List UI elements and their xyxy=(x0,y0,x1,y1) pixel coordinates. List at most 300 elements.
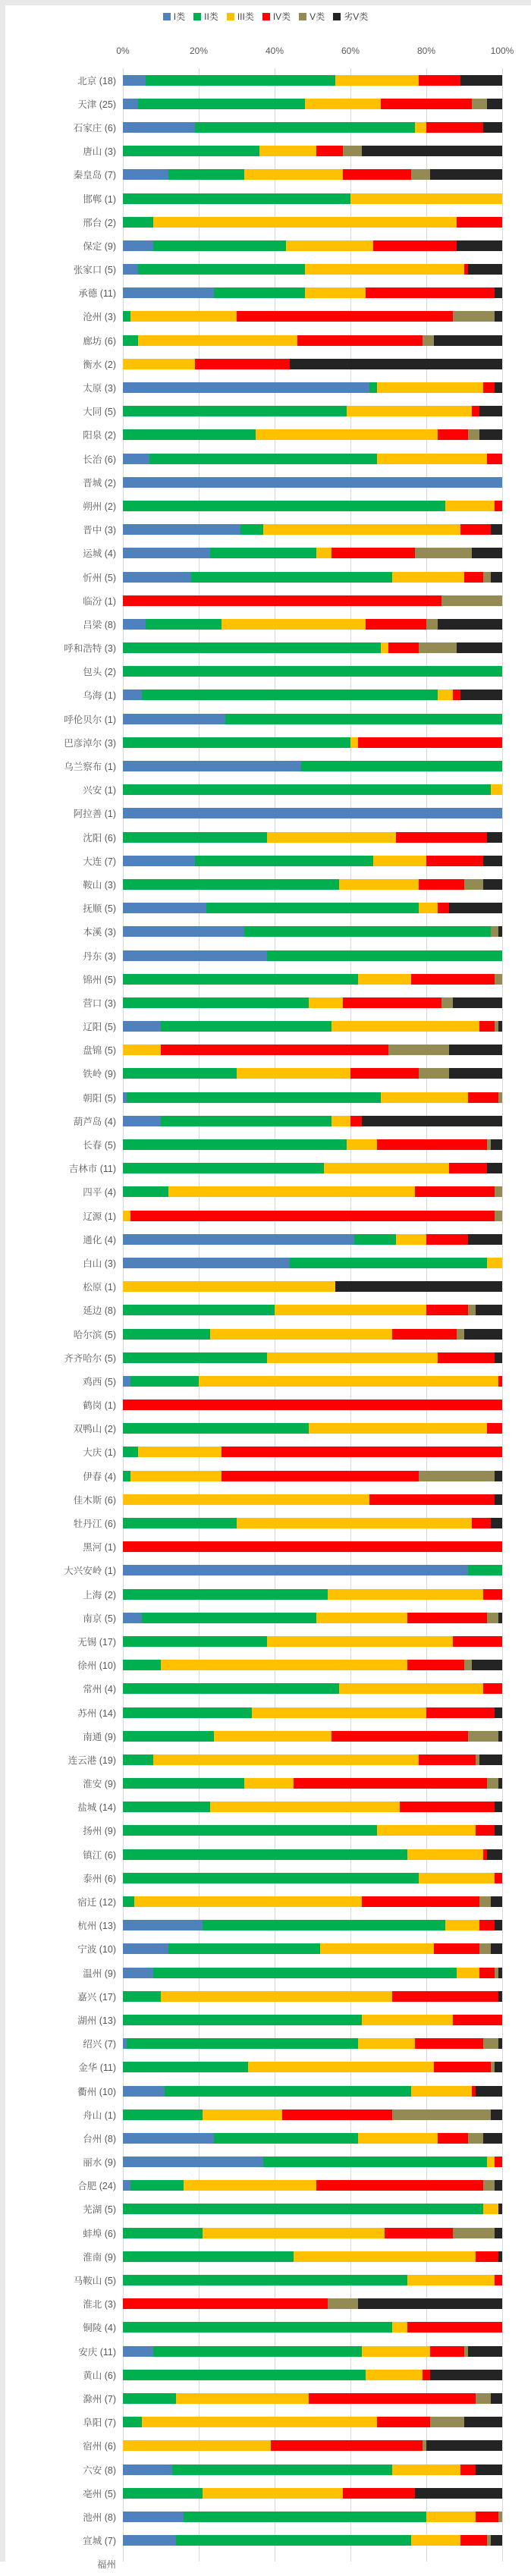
bar-segment-劣V类 xyxy=(449,1045,502,1055)
chart-row xyxy=(0,1132,531,1156)
bar-segment-II类 xyxy=(123,1802,210,1812)
city-label: 阳泉 (2) xyxy=(83,430,116,441)
bar-segment-IV类 xyxy=(331,548,415,558)
city-label: 营口 (3) xyxy=(83,997,116,1009)
city-label: 嘉兴 (17) xyxy=(77,1991,116,2003)
bar-segment-III类 xyxy=(134,1896,362,1907)
bar-segment-III类 xyxy=(161,1991,392,2002)
city-label: 大庆 (1) xyxy=(83,1447,116,1459)
bar-segment-III类 xyxy=(358,2038,415,2049)
chart-row xyxy=(0,68,531,92)
bar-segment-II类 xyxy=(168,169,244,180)
bar-segment-II类 xyxy=(123,2015,362,2025)
stacked-bar xyxy=(123,501,502,511)
bar-segment-III类 xyxy=(210,1802,400,1812)
chart-row xyxy=(0,2363,531,2386)
bar-segment-IV类 xyxy=(407,1613,487,1623)
bar-segment-IV类 xyxy=(343,997,441,1008)
chart-row xyxy=(0,660,531,683)
legend-swatch-icon xyxy=(227,13,234,20)
bar-segment-劣V类 xyxy=(498,1778,502,1789)
city-label: 伊春 (4) xyxy=(83,1471,116,1482)
bar-segment-V类 xyxy=(498,2512,502,2522)
bar-segment-劣V类 xyxy=(438,619,502,630)
bar-segment-V类 xyxy=(487,1778,498,1789)
stacked-bar xyxy=(123,2488,502,2499)
city-label: 廊坊 (6) xyxy=(83,335,116,347)
stacked-bar xyxy=(123,572,502,583)
bar-segment-III类 xyxy=(130,311,237,322)
bar-segment-I类 xyxy=(123,761,301,771)
stacked-bar xyxy=(123,1329,502,1340)
bar-segment-IV类 xyxy=(483,1589,502,1600)
city-label: 舟山 (1) xyxy=(83,2109,116,2121)
city-label: 铁岭 (9) xyxy=(83,1069,116,1080)
bar-segment-V类 xyxy=(453,311,495,322)
chart-row xyxy=(0,849,531,872)
bar-segment-劣V类 xyxy=(483,879,502,890)
bar-segment-IV类 xyxy=(237,311,453,322)
chart-row xyxy=(0,2008,531,2031)
bar-segment-II类 xyxy=(123,429,256,440)
bar-segment-III类 xyxy=(184,2180,316,2191)
bar-segment-II类 xyxy=(153,240,286,251)
bar-segment-V类 xyxy=(495,1186,502,1197)
bar-segment-IV类 xyxy=(495,2157,502,2167)
chart-rows xyxy=(0,68,531,2576)
bar-segment-II类 xyxy=(267,950,502,961)
bar-segment-IV类 xyxy=(411,974,495,985)
bar-segment-III类 xyxy=(396,1234,426,1245)
bar-segment-IV类 xyxy=(161,1045,388,1055)
chart-row xyxy=(0,1890,531,1913)
chart-row xyxy=(0,1629,531,1653)
city-label: 南通 (9) xyxy=(83,1731,116,1742)
city-label: 承德 (11) xyxy=(78,288,116,300)
city-label: 保定 (9) xyxy=(83,240,116,252)
bar-segment-II类 xyxy=(123,1139,347,1150)
legend-item-I类 xyxy=(163,10,185,23)
bar-segment-劣V类 xyxy=(498,1968,502,1978)
chart-row xyxy=(0,2292,531,2316)
bar-segment-III类 xyxy=(123,1211,130,1221)
bar-segment-IV类 xyxy=(400,1802,495,1812)
chart-row xyxy=(0,1251,531,1274)
bar-segment-II类 xyxy=(123,832,267,843)
stacked-bar xyxy=(123,1116,502,1126)
bar-segment-IV类 xyxy=(415,2038,483,2049)
bar-segment-IV类 xyxy=(487,1423,502,1434)
bar-segment-V类 xyxy=(388,1045,449,1055)
stacked-bar xyxy=(123,1518,502,1528)
bar-segment-III类 xyxy=(138,1447,222,1457)
city-label: 邯郸 (1) xyxy=(83,193,116,205)
stacked-bar xyxy=(123,2180,502,2191)
bar-segment-III类 xyxy=(153,217,457,228)
stacked-bar xyxy=(123,2370,502,2380)
city-label: 衢州 (10) xyxy=(77,2086,116,2097)
bar-segment-劣V类 xyxy=(495,2180,502,2191)
bar-segment-III类 xyxy=(411,2535,460,2546)
bar-segment-II类 xyxy=(153,2346,362,2357)
bar-segment-劣V类 xyxy=(495,1802,502,1812)
stacked-bar xyxy=(123,2535,502,2546)
bar-segment-III类 xyxy=(305,264,464,275)
city-label: 淮北 (3) xyxy=(83,2299,116,2311)
bar-segment-II类 xyxy=(123,1896,134,1907)
chart-row xyxy=(0,494,531,517)
bar-segment-III类 xyxy=(483,2204,498,2214)
stacked-bar xyxy=(123,974,502,985)
city-label: 临汾 (1) xyxy=(83,595,116,607)
stacked-bar xyxy=(123,808,502,818)
stacked-bar xyxy=(123,1920,502,1930)
city-label: 马鞍山 (5) xyxy=(73,2276,116,2287)
city-label: 本溪 (3) xyxy=(83,927,116,938)
chart-row xyxy=(0,802,531,825)
chart-row xyxy=(0,730,531,754)
bar-segment-劣V类 xyxy=(495,287,502,298)
bar-segment-II类 xyxy=(123,1660,161,1670)
bar-segment-III类 xyxy=(286,240,373,251)
city-label: 沈阳 (6) xyxy=(83,832,116,843)
city-label: 抚顺 (5) xyxy=(83,903,116,915)
bar-segment-V类 xyxy=(392,2109,491,2120)
bar-segment-I类 xyxy=(123,1021,161,1032)
bar-segment-II类 xyxy=(123,1352,267,1363)
stacked-bar xyxy=(123,1211,502,1221)
bar-segment-III类 xyxy=(222,619,366,630)
chart-row xyxy=(0,2126,531,2150)
chart-row xyxy=(0,1795,531,1819)
bar-segment-IV类 xyxy=(350,1068,419,1079)
city-label: 盐城 (14) xyxy=(77,1802,116,1814)
bar-segment-V类 xyxy=(441,997,453,1008)
chart-row xyxy=(0,612,531,636)
chart-row xyxy=(0,2458,531,2481)
stacked-bar xyxy=(123,2512,502,2522)
bar-segment-I类 xyxy=(123,454,149,464)
bar-segment-V类 xyxy=(483,2038,498,2049)
bar-segment-IV类 xyxy=(476,1825,495,1836)
bar-segment-劣V类 xyxy=(335,1281,502,1292)
chart-row xyxy=(0,872,531,896)
bar-segment-IV类 xyxy=(434,1943,479,1954)
chart-row xyxy=(0,2079,531,2103)
bar-segment-III类 xyxy=(366,2370,423,2380)
bar-segment-劣V类 xyxy=(495,311,502,322)
city-label: 长治 (6) xyxy=(83,454,116,465)
legend-label: IV类 xyxy=(272,11,291,22)
chart-row xyxy=(0,2505,531,2528)
bar-segment-V类 xyxy=(479,1943,491,1954)
city-label: 呼伦贝尔 (1) xyxy=(64,714,116,725)
chart-row xyxy=(0,1984,531,2008)
bar-segment-IV类 xyxy=(369,1494,495,1505)
chart-row xyxy=(0,2221,531,2245)
bar-segment-V类 xyxy=(476,2393,491,2404)
bar-segment-III类 xyxy=(320,1943,434,1954)
city-label: 泰州 (6) xyxy=(83,1873,116,1884)
bar-segment-III类 xyxy=(123,359,195,369)
bar-segment-I类 xyxy=(123,1234,354,1245)
bar-segment-II类 xyxy=(301,761,502,771)
axis-tick-label: 80% xyxy=(416,46,436,56)
city-label: 宣城 (7) xyxy=(83,2536,116,2547)
bar-segment-III类 xyxy=(123,1281,335,1292)
bar-segment-IV类 xyxy=(438,2133,468,2144)
bar-segment-III类 xyxy=(350,193,502,204)
chart-row xyxy=(0,1204,531,1227)
stacked-bar xyxy=(123,1186,502,1197)
bar-segment-III类 xyxy=(324,1163,449,1173)
stacked-bar xyxy=(123,1565,502,1575)
stacked-bar xyxy=(123,169,502,180)
chart-row xyxy=(0,518,531,542)
bar-segment-劣V类 xyxy=(498,1021,502,1032)
city-label: 忻州 (5) xyxy=(83,572,116,583)
bar-segment-IV类 xyxy=(479,1021,495,1032)
city-label: 唐山 (3) xyxy=(83,146,116,158)
bar-segment-劣V类 xyxy=(498,2251,502,2262)
city-label: 湖州 (13) xyxy=(77,2015,116,2026)
bar-segment-III类 xyxy=(203,2109,282,2120)
bar-segment-III类 xyxy=(331,1116,350,1126)
bar-segment-II类 xyxy=(123,1755,153,1765)
chart-row xyxy=(0,991,531,1014)
bar-segment-III类 xyxy=(203,2488,343,2499)
bar-segment-劣V类 xyxy=(483,122,502,133)
city-label: 太原 (3) xyxy=(83,383,116,394)
bar-segment-V类 xyxy=(491,926,498,937)
city-label: 沧州 (3) xyxy=(83,312,116,323)
bar-segment-IV类 xyxy=(388,642,419,653)
bar-segment-IV类 xyxy=(282,2109,392,2120)
bar-segment-II类 xyxy=(123,2109,203,2120)
bar-segment-III类 xyxy=(214,1731,331,1742)
bar-segment-I类 xyxy=(123,1565,468,1575)
chart-row xyxy=(0,375,531,399)
bar-segment-IV类 xyxy=(453,690,460,700)
city-label: 鹤岗 (1) xyxy=(83,1400,116,1412)
city-label: 金华 (11) xyxy=(78,2062,116,2074)
chart-row xyxy=(0,1180,531,1204)
bar-segment-III类 xyxy=(263,524,460,535)
bar-segment-IV类 xyxy=(343,2488,415,2499)
bar-segment-II类 xyxy=(123,1636,267,1647)
bar-segment-II类 xyxy=(123,406,347,416)
bar-segment-III类 xyxy=(309,997,343,1008)
bar-segment-III类 xyxy=(350,737,358,748)
city-label: 辽源 (1) xyxy=(83,1211,116,1222)
bar-segment-IV类 xyxy=(377,1139,487,1150)
stacked-bar xyxy=(123,1163,502,1173)
bar-segment-I类 xyxy=(123,714,225,724)
bar-segment-II类 xyxy=(123,1589,328,1600)
bar-segment-II类 xyxy=(149,454,377,464)
chart-row xyxy=(0,2434,531,2458)
city-label: 大同 (5) xyxy=(83,407,116,418)
chart-row xyxy=(0,778,531,802)
city-label: 滁州 (7) xyxy=(83,2393,116,2405)
chart-row xyxy=(0,1842,531,1866)
chart-row xyxy=(0,1015,531,1038)
bar-segment-劣V类 xyxy=(476,2086,502,2097)
bar-segment-II类 xyxy=(123,2417,142,2427)
bar-segment-II类 xyxy=(123,879,339,890)
stacked-bar xyxy=(123,2464,502,2475)
bar-segment-III类 xyxy=(377,382,483,393)
city-label: 张家口 (5) xyxy=(73,265,116,276)
bar-segment-II类 xyxy=(210,548,316,558)
bar-segment-劣V类 xyxy=(483,2133,502,2144)
chart-row xyxy=(0,1157,531,1180)
bar-segment-II类 xyxy=(123,311,130,322)
chart-row xyxy=(0,400,531,423)
bar-segment-III类 xyxy=(161,1660,407,1670)
bar-segment-I类 xyxy=(123,477,502,488)
bar-segment-劣V类 xyxy=(464,2417,502,2427)
legend-item-V类 xyxy=(299,10,325,23)
bar-segment-劣V类 xyxy=(457,642,502,653)
stacked-bar xyxy=(123,784,502,795)
stacked-bar xyxy=(123,2393,502,2404)
stacked-bar xyxy=(123,2251,502,2262)
stacked-bar xyxy=(123,193,502,204)
city-label: 通化 (4) xyxy=(83,1234,116,1246)
bar-segment-IV类 xyxy=(479,1968,495,1978)
chart-row xyxy=(0,1582,531,1606)
bar-segment-III类 xyxy=(457,1968,479,1978)
bar-segment-III类 xyxy=(373,856,426,866)
city-label: 吕梁 (8) xyxy=(83,619,116,630)
city-label: 绍兴 (7) xyxy=(83,2039,116,2050)
bar-segment-III类 xyxy=(426,2512,476,2522)
city-label: 常州 (4) xyxy=(83,1684,116,1695)
bar-segment-V类 xyxy=(468,429,479,440)
bar-segment-劣V类 xyxy=(495,1707,502,1718)
bar-segment-II类 xyxy=(123,1068,237,1079)
stacked-bar xyxy=(123,2204,502,2214)
bar-segment-V类 xyxy=(495,974,502,985)
chart-row xyxy=(0,1440,531,1464)
bar-segment-劣V类 xyxy=(457,240,502,251)
axis-tick-label: 100% xyxy=(490,46,514,56)
stacked-bar xyxy=(123,1400,502,1410)
bar-segment-II类 xyxy=(123,1329,210,1340)
bar-segment-劣V类 xyxy=(468,2346,502,2357)
chart-row xyxy=(0,565,531,589)
chart-row xyxy=(0,1038,531,1062)
chart-row xyxy=(0,1866,531,1890)
bar-segment-II类 xyxy=(468,1565,502,1575)
chart-row xyxy=(0,636,531,660)
bar-segment-III类 xyxy=(267,1636,453,1647)
bar-segment-IV类 xyxy=(294,1778,487,1789)
chart-row xyxy=(0,187,531,210)
bar-segment-IV类 xyxy=(123,2298,328,2309)
chart-row xyxy=(0,967,531,991)
bar-segment-V类 xyxy=(419,1471,495,1481)
chart-row xyxy=(0,423,531,447)
bar-segment-III类 xyxy=(381,642,388,653)
stacked-bar xyxy=(123,2559,502,2569)
bar-segment-IV类 xyxy=(487,454,502,464)
chart-row xyxy=(0,1275,531,1299)
stacked-bar xyxy=(123,595,502,606)
bar-segment-V类 xyxy=(498,1092,502,1103)
bar-segment-III类 xyxy=(203,2228,385,2238)
city-label: 延边 (8) xyxy=(83,1305,116,1317)
bar-segment-III类 xyxy=(305,287,366,298)
bar-segment-III类 xyxy=(358,2133,438,2144)
bar-segment-II类 xyxy=(195,856,373,866)
city-label: 运城 (4) xyxy=(83,548,116,560)
bar-segment-II类 xyxy=(123,217,153,228)
chart-row xyxy=(0,2197,531,2221)
legend-swatch-icon xyxy=(193,13,201,20)
bar-segment-III类 xyxy=(252,1707,426,1718)
chart-row xyxy=(0,447,531,470)
axis-tick-label: 40% xyxy=(265,46,284,56)
bar-segment-I类 xyxy=(123,2512,184,2522)
bar-segment-I类 xyxy=(123,572,191,583)
bar-segment-III类 xyxy=(267,1352,438,1363)
bar-segment-III类 xyxy=(362,2015,453,2025)
chart-row xyxy=(0,1819,531,1842)
bar-segment-劣V类 xyxy=(495,1494,502,1505)
stacked-bar xyxy=(123,1755,502,1765)
bar-segment-III类 xyxy=(168,1186,415,1197)
chart-row xyxy=(0,589,531,612)
bar-segment-劣V类 xyxy=(491,2393,502,2404)
bar-segment-I类 xyxy=(123,382,369,393)
bar-segment-II类 xyxy=(123,1707,252,1718)
stacked-bar xyxy=(123,642,502,653)
bar-segment-劣V类 xyxy=(495,1352,502,1363)
stacked-bar xyxy=(123,2038,502,2049)
bar-segment-I类 xyxy=(123,75,146,86)
bar-segment-III类 xyxy=(316,548,331,558)
bar-segment-II类 xyxy=(354,1234,396,1245)
bar-segment-V类 xyxy=(441,595,502,606)
city-label: 呼和浩特 (3) xyxy=(64,643,116,655)
bar-segment-I类 xyxy=(123,1258,290,1268)
bar-segment-IV类 xyxy=(472,1518,491,1528)
bar-segment-III类 xyxy=(199,1376,498,1387)
stacked-bar xyxy=(123,1494,502,1505)
chart-row xyxy=(0,1724,531,1748)
city-label: 辽阳 (5) xyxy=(83,1022,116,1033)
bar-segment-V类 xyxy=(483,2180,495,2191)
bar-segment-IV类 xyxy=(449,1163,487,1173)
bar-segment-II类 xyxy=(123,1423,309,1434)
stacked-bar xyxy=(123,1589,502,1600)
bar-segment-IV类 xyxy=(479,1920,495,1930)
bar-segment-IV类 xyxy=(373,240,457,251)
bar-segment-II类 xyxy=(123,1683,339,1694)
chart-row xyxy=(0,115,531,139)
stacked-bar xyxy=(123,382,502,393)
bar-segment-II类 xyxy=(123,1471,130,1481)
stacked-bar xyxy=(123,1873,502,1883)
bar-segment-III类 xyxy=(123,2440,271,2451)
chart-row xyxy=(0,2386,531,2410)
city-label: 双鸭山 (2) xyxy=(73,1424,116,1435)
bar-segment-II类 xyxy=(123,784,491,795)
bar-segment-劣V类 xyxy=(464,1329,502,1340)
axis-tick-label: 20% xyxy=(189,46,209,56)
